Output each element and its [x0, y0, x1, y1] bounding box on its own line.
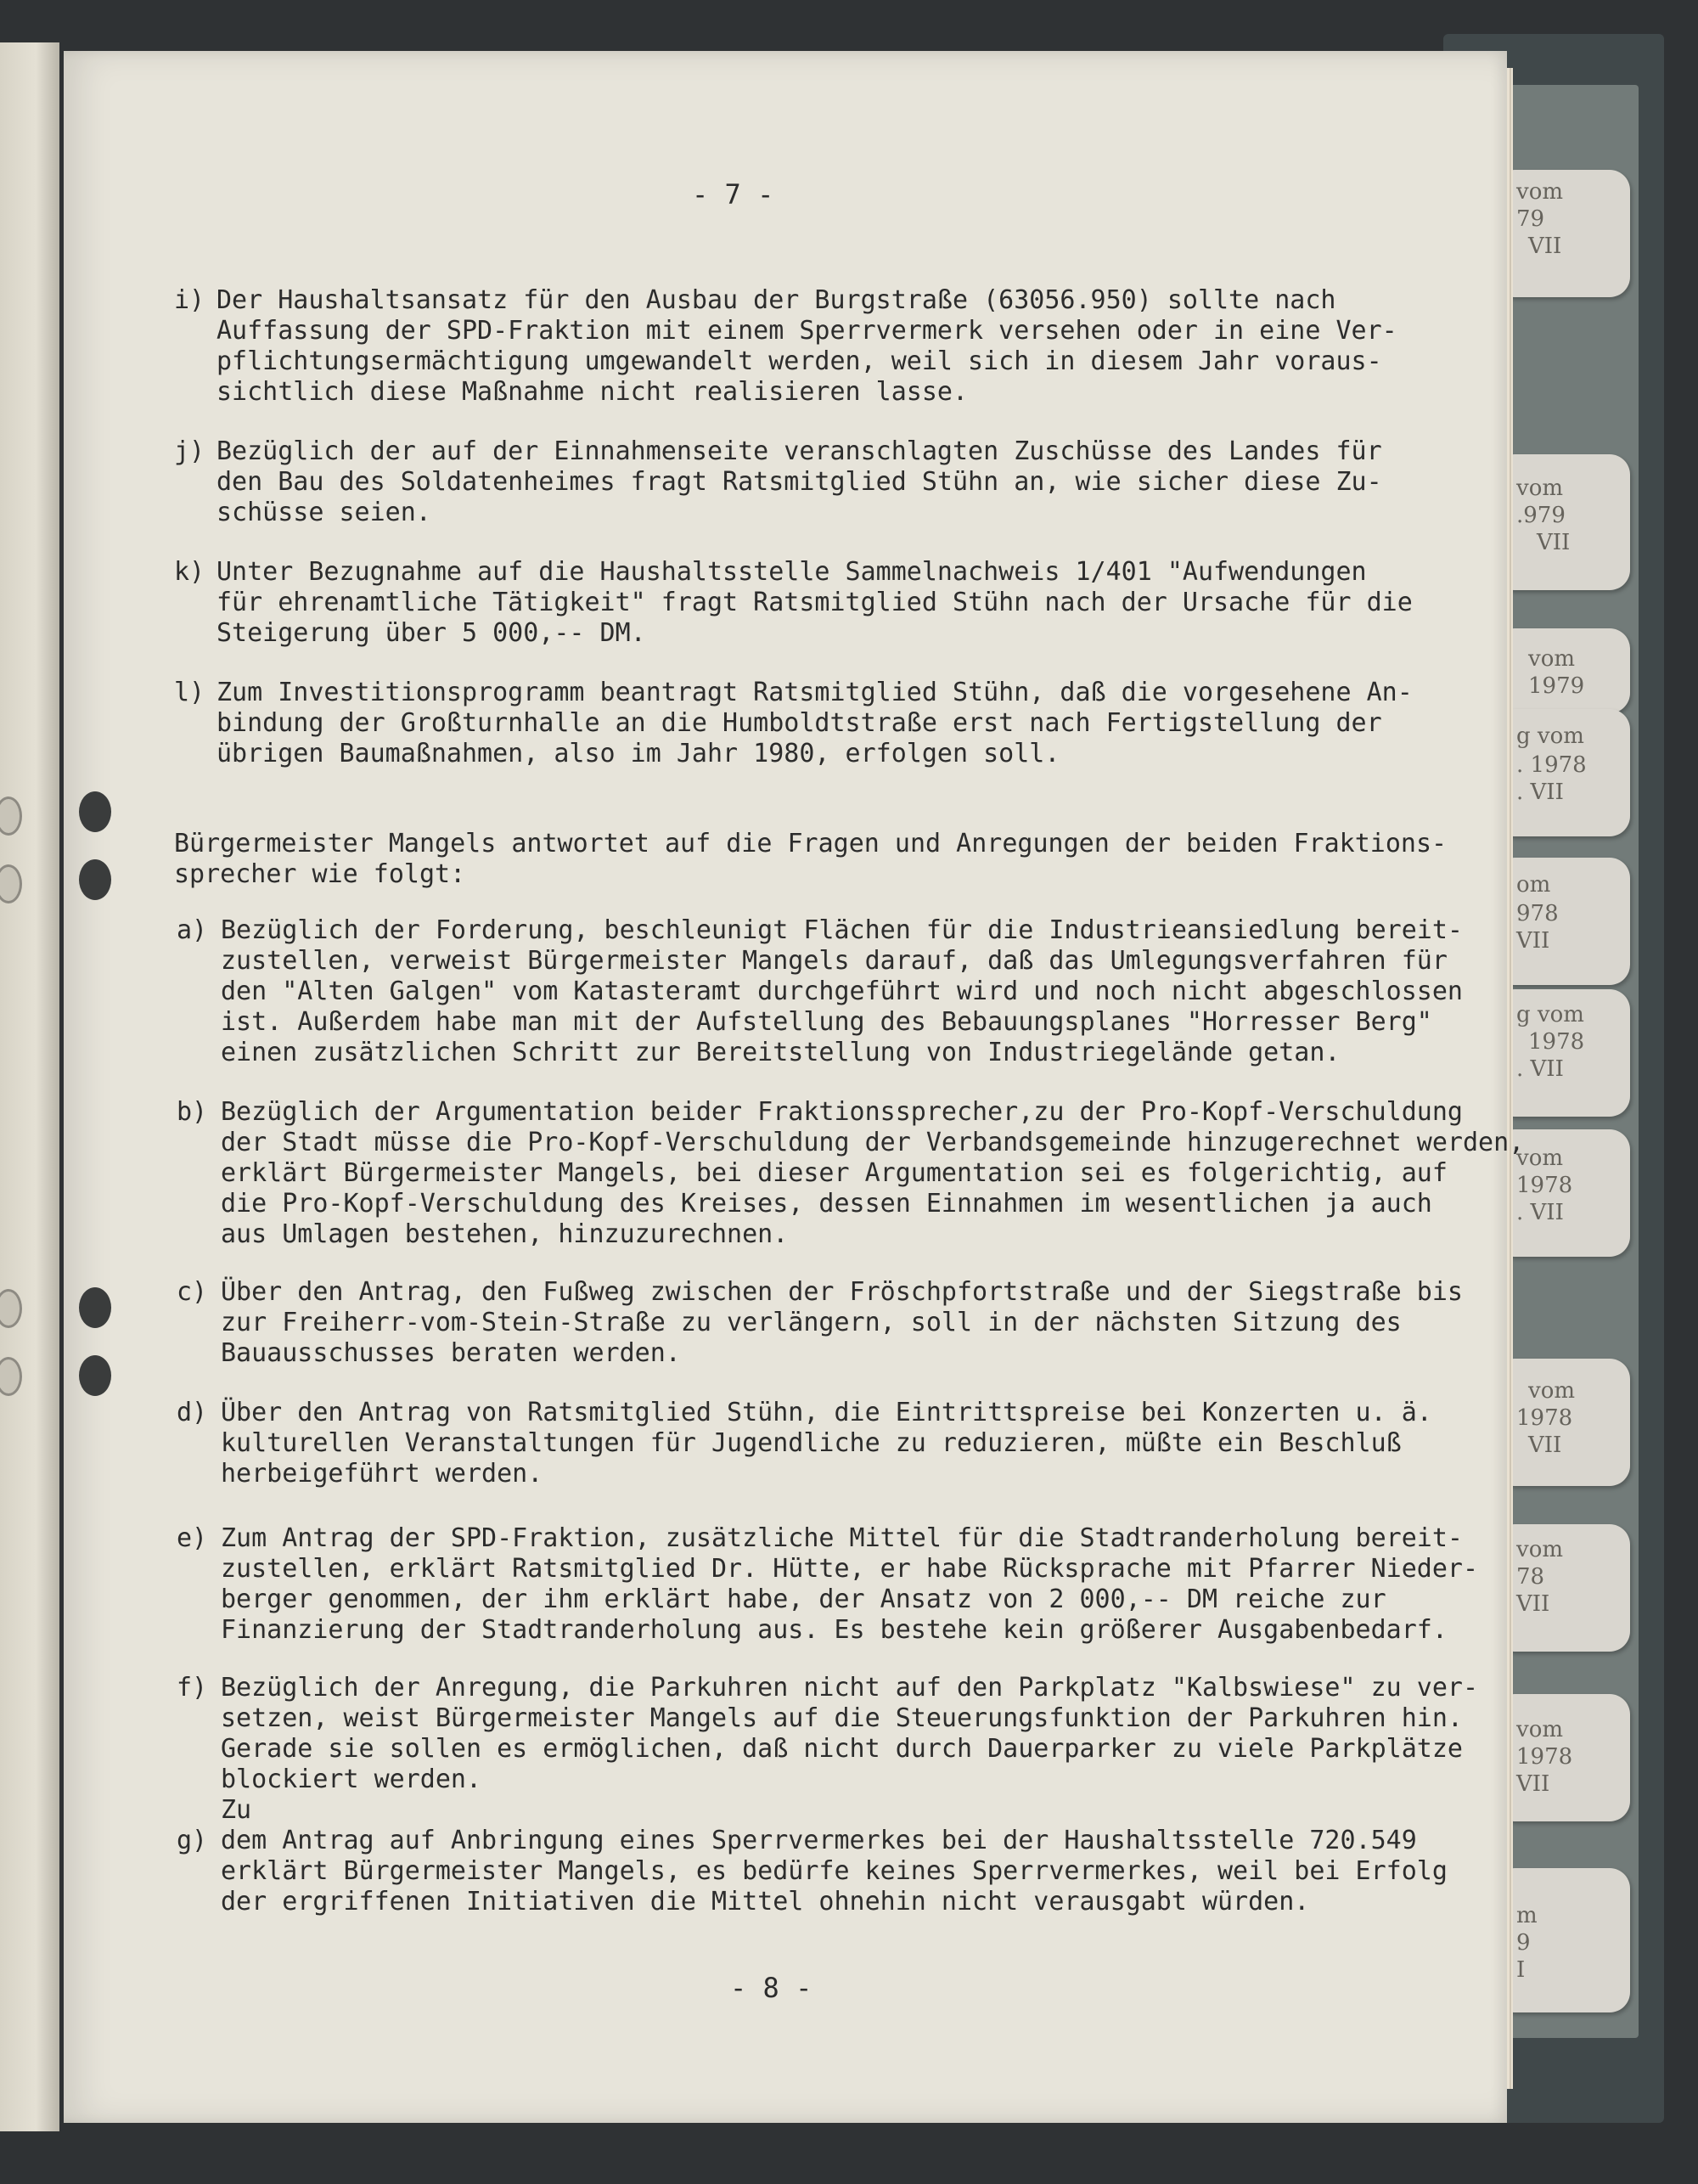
index-tab[interactable] — [1494, 709, 1630, 836]
item-line: sichtlich diese Maßnahme nicht realisieren lasse. — [216, 377, 969, 407]
tab-line: 1978 — [1516, 1405, 1573, 1431]
tab-line: .979 — [1516, 503, 1566, 528]
item-line: der Stadt müsse die Pro-Kopf-Verschuldung der Verbandsgemeinde hinzugerechnet werden, — [221, 1128, 1525, 1157]
item-line: zur Freiherr-vom-Stein-Straße zu verlängern, soll in der nächsten Sitzung des — [221, 1308, 1402, 1337]
item-line: bindung der Großturnhalle an die Humboldtstraße erst nach Fertigstellung der — [216, 708, 1382, 738]
item-line: Über den Antrag von Ratsmitglied Stühn, die Eintrittspreise bei Konzerten u. ä. — [221, 1398, 1432, 1427]
item-line: pflichtungsermächtigung umgewandelt werden, weil sich in diesem Jahr voraus- — [216, 346, 1382, 376]
tab-line: I — [1516, 1957, 1526, 1983]
index-tab[interactable] — [1494, 628, 1630, 713]
item-line: Zu — [221, 1795, 252, 1825]
item-line: aus Umlagen bestehen, hinzuzurechnen. — [221, 1219, 789, 1249]
item-line: übrigen Baumaßnahmen, also im Jahr 1980, erfolgen soll. — [216, 739, 1060, 768]
tab-line: . VII — [1516, 1200, 1564, 1225]
index-tab[interactable] — [1494, 1524, 1630, 1652]
punch-hole — [79, 1287, 111, 1328]
item-line: zustellen, erklärt Ratsmitglied Dr. Hütte, er habe Rücksprache mit Pfarrer Nieder- — [221, 1554, 1479, 1584]
tab-line: vom — [1516, 476, 1563, 501]
tab-line: VII — [1516, 1771, 1550, 1797]
item-line: kulturellen Veranstaltungen für Jugendliche zu reduzieren, müßte ein Beschluß — [221, 1428, 1402, 1458]
item-marker: j) — [174, 436, 205, 466]
tab-line: vom — [1516, 179, 1563, 205]
item-marker: l) — [174, 678, 205, 707]
punch-hole — [79, 1355, 111, 1396]
item-line: Zum Investitionsprogramm beantragt Ratsmitglied Stühn, daß die vorgesehene An- — [216, 678, 1413, 707]
index-tab[interactable] — [1494, 989, 1630, 1117]
item-line: Bezüglich der Forderung, beschleunigt Flächen für die Industrieansiedlung bereit- — [221, 915, 1463, 945]
item-marker: g) — [177, 1826, 208, 1855]
page-number: - 7 - — [692, 178, 774, 211]
item-line: einen zusätzlichen Schritt zur Bereitstellung von Industriegelände getan. — [221, 1038, 1341, 1067]
tab-line: 1978 — [1516, 1744, 1573, 1770]
tab-line: vom — [1516, 1145, 1563, 1171]
item-line: zustellen, verweist Bürgermeister Mangels darauf, daß das Umlegungsverfahren für — [221, 946, 1448, 976]
item-line: Steigerung über 5 000,-- DM. — [216, 618, 646, 648]
index-tab[interactable] — [1494, 170, 1630, 297]
index-tab[interactable] — [1494, 454, 1630, 590]
item-line: der ergriffenen Initiativen die Mittel ohnehin nicht verausgabt würden. — [221, 1887, 1310, 1917]
tab-line: 78 — [1516, 1564, 1545, 1590]
item-line: Unter Bezugnahme auf die Haushaltsstelle Sammelnachweis 1/401 "Aufwendungen — [216, 557, 1367, 587]
item-line: Zum Antrag der SPD-Fraktion, zusätzliche Mittel für die Stadtranderholung bereit- — [221, 1523, 1463, 1553]
tab-line: vom — [1516, 1717, 1563, 1742]
item-line: den Bau des Soldatenheimes fragt Ratsmitglied Stühn an, wie sicher diese Zu- — [216, 467, 1382, 497]
item-line: Bezüglich der Argumentation beider Fraktionssprecher,zu der Pro-Kopf-Verschuldung — [221, 1097, 1463, 1127]
item-line: Auffassung der SPD-Fraktion mit einem Sperrvermerk versehen oder in eine Ver- — [216, 316, 1397, 346]
tab-line: VII — [1528, 234, 1562, 259]
punch-hole — [79, 859, 111, 900]
tab-line: 1978 — [1516, 1173, 1573, 1198]
tab-line: vom — [1528, 646, 1575, 672]
tab-line: 9 — [1516, 1930, 1531, 1956]
item-line: erklärt Bürgermeister Mangels, es bedürfe keines Sperrvermerkes, weil bei Erfolg — [221, 1856, 1448, 1886]
item-line: für ehrenamtliche Tätigkeit" fragt Ratsmitglied Stühn nach der Ursache für die — [216, 588, 1413, 617]
tab-line: g vom — [1516, 1002, 1584, 1027]
tab-line: . VII — [1516, 1056, 1564, 1082]
tab-line: VII — [1516, 928, 1550, 954]
index-tab[interactable] — [1494, 1868, 1630, 2012]
item-line: herbeigeführt werden. — [221, 1459, 543, 1489]
item-line: den "Alten Galgen" vom Katasteramt durchgeführt wird und noch nicht abgeschlossen — [221, 977, 1463, 1006]
item-line: Der Haushaltsansatz für den Ausbau der Burgstraße (63056.950) sollte nach — [216, 285, 1336, 315]
item-line: Bauausschusses beraten werden. — [221, 1338, 681, 1368]
item-marker: f) — [177, 1673, 208, 1703]
tab-line: 1979 — [1528, 673, 1585, 699]
tab-line: . VII — [1516, 780, 1564, 805]
tab-line: vom — [1516, 1537, 1563, 1562]
tab-line: VII — [1516, 1591, 1550, 1617]
item-line: Bezüglich der auf der Einnahmenseite veranschlagten Zuschüsse des Landes für — [216, 436, 1382, 466]
item-line: Über den Antrag, den Fußweg zwischen der Fröschpfortstraße und der Siegstraße bis — [221, 1277, 1463, 1307]
next-page-indicator: - 8 - — [730, 1972, 812, 2004]
punch-hole — [79, 791, 111, 832]
tab-line: . 1978 — [1516, 752, 1587, 778]
index-tab[interactable] — [1494, 858, 1630, 985]
index-tab[interactable] — [1494, 1359, 1630, 1486]
item-marker: a) — [177, 915, 208, 945]
item-marker: c) — [177, 1277, 208, 1307]
tab-line: 978 — [1516, 901, 1559, 926]
item-line: dem Antrag auf Anbringung eines Sperrvermerkes bei der Haushaltsstelle 720.549 — [221, 1826, 1417, 1855]
index-tab[interactable] — [1494, 1694, 1630, 1821]
item-line: erklärt Bürgermeister Mangels, bei dieser Argumentation sei es folgerichtig, auf — [221, 1158, 1448, 1188]
item-line: Gerade sie sollen es ermöglichen, daß nicht durch Dauerparker zu viele Parkplätze — [221, 1734, 1463, 1764]
left-page-edge — [0, 42, 59, 2131]
item-marker: k) — [174, 557, 205, 587]
tab-line: VII — [1528, 1433, 1562, 1458]
item-line: Bezüglich der Anregung, die Parkuhren nicht auf den Parkplatz "Kalbswiese" zu ver- — [221, 1673, 1479, 1703]
tab-line: VII — [1537, 530, 1571, 555]
item-marker: e) — [177, 1523, 208, 1553]
item-line: ist. Außerdem habe man mit der Aufstellung des Bebauungsplanes "Horresser Berg" — [221, 1007, 1432, 1037]
tab-line: om — [1516, 872, 1551, 898]
item-marker: d) — [177, 1398, 208, 1427]
tab-line: m — [1516, 1903, 1538, 1928]
item-line: die Pro-Kopf-Verschuldung des Kreises, dessen Einnahmen im wesentlichen ja auch — [221, 1189, 1432, 1219]
tab-line: g vom — [1516, 723, 1584, 749]
paragraph-line: sprecher wie folgt: — [174, 859, 466, 889]
item-line: Finanzierung der Stadtranderholung aus. Es bestehe kein größerer Ausgabenbedarf. — [221, 1615, 1448, 1645]
item-marker: i) — [174, 285, 205, 315]
item-line: schüsse seien. — [216, 498, 431, 527]
tab-line: 79 — [1516, 206, 1545, 232]
item-line: berger genommen, der ihm erklärt habe, der Ansatz von 2 000,-- DM reiche zur — [221, 1585, 1386, 1614]
item-marker: b) — [177, 1097, 208, 1127]
tab-line: vom — [1528, 1378, 1575, 1404]
item-line: setzen, weist Bürgermeister Mangels auf die Steuerungsfunktion der Parkuhren hin. — [221, 1703, 1463, 1733]
tab-line: 1978 — [1528, 1029, 1585, 1055]
item-line: blockiert werden. — [221, 1765, 482, 1794]
paragraph-line: Bürgermeister Mangels antwortet auf die Fragen und Anregungen der beiden Fraktions- — [174, 829, 1448, 858]
